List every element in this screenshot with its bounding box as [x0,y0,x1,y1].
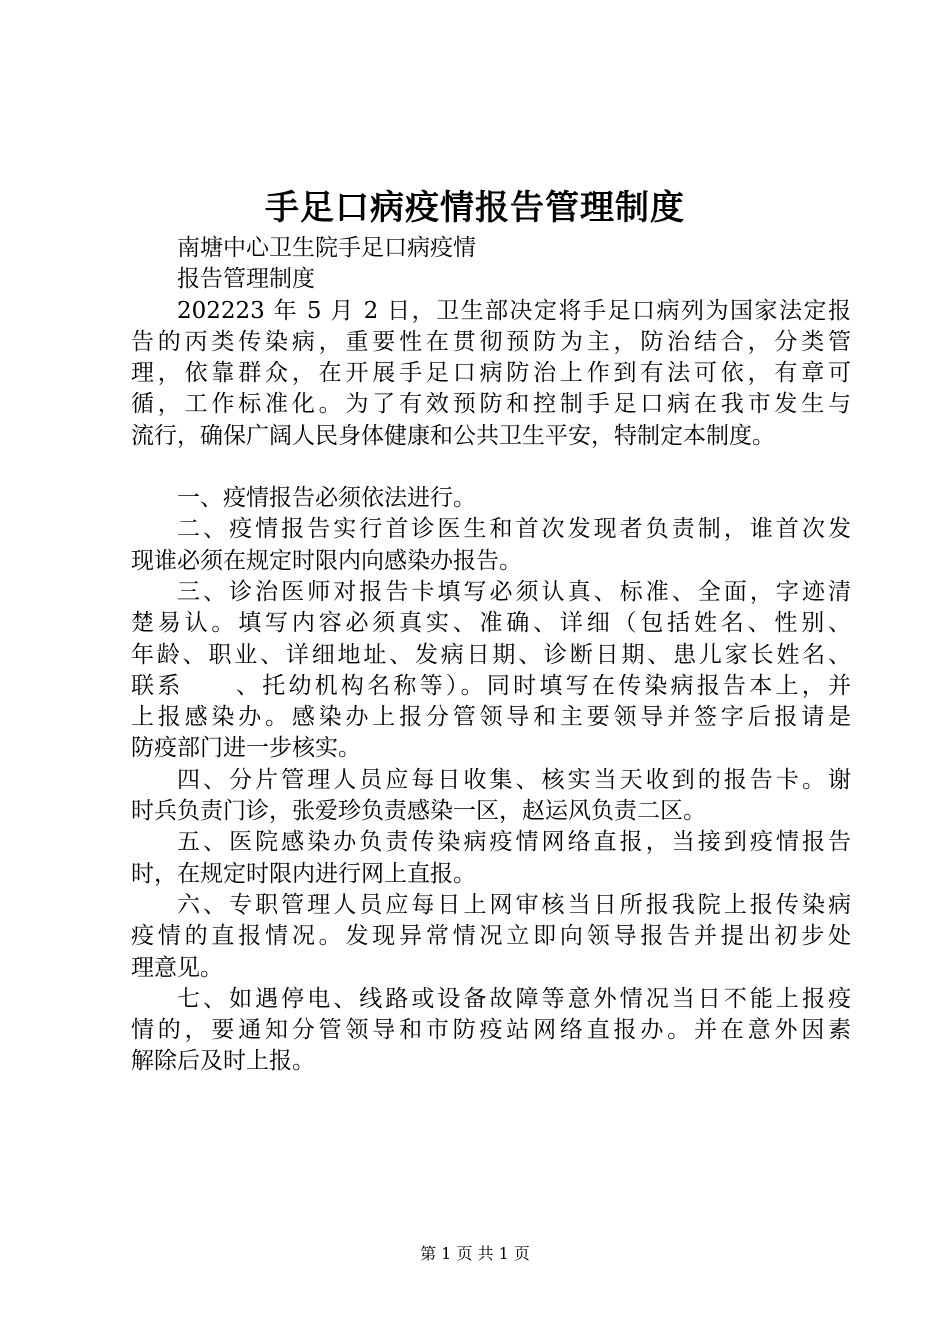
intro-line: 流行，确保广阔人民身体健康和公共卫生平安，特制定本制度。 [131,422,775,449]
intro-line: 理，依靠群众，在开展手足口病防治上作到有法可依，有章可 [131,360,851,387]
page-footer: 第 1 页 共 1 页 [420,1244,530,1263]
clause-6-line: 六、专职管理人员应每日上网审核当日所报我院上报传染病 [177,891,851,918]
clause-7-line: 七、如遇停电、线路或设备故障等意外情况当日不能上报疫 [177,985,851,1012]
clause-3-line: 上报感染办。感染办上报分管领导和主要领导并签字后报请是 [131,704,851,731]
clause-3-line: 楚易认。填写内容必须真实、准确、详细（包括姓名、性别、 [131,610,851,637]
paragraph-gap [131,452,851,483]
clause-3-line: 防疫部门进一步核实。 [131,735,361,762]
clause-3-line: 三、诊治医师对报告卡填写必须认真、标准、全面，字迹清 [177,578,851,605]
page-title: 手足口病疫情报告管理制度 [265,188,685,228]
intro-line: 202223 年 5 月 2 日，卫生部决定将手足口病列为国家法定报 [177,297,851,324]
clause-2-line: 二、疫情报告实行首诊医生和首次发现者负责制，谁首次发 [177,516,851,543]
clause-7-line: 情的，要通知分管领导和市防疫站网络直报办。并在意外因素 [131,1017,851,1044]
clause-4-line: 四、分片管理人员应每日收集、核实当天收到的报告卡。谢 [177,766,851,793]
clause-4-line: 时兵负责门诊，张爱珍负责感染一区，赵运风负责二区。 [131,798,706,825]
clause-2-line: 现谁必须在规定时限内向感染办报告。 [131,547,522,574]
clause-5-line: 五、医院感染办负责传染病疫情网络直报，当接到疫情报告 [177,829,851,856]
clause-6-line: 理意见。 [131,954,223,981]
intro-line: 告的丙类传染病，重要性在贯彻预防为主，防治结合，分类管 [131,328,851,355]
subtitle-line: 报告管理制度 [177,266,315,293]
clause-7-line: 解除后及时上报。 [131,1048,315,1075]
clause-6-line: 疫情的直报情况。发现异常情况立即向领导报告并提出初步处 [131,923,851,950]
document-body [131,233,851,1078]
clause-1-line: 一、疫情报告必须依法进行。 [177,485,476,512]
clause-3-line: 联系 、托幼机构名称等）。同时填写在传染病报告本上，并 [131,672,851,699]
intro-line: 循，工作标准化。为了有效预防和控制手足口病在我市发生与 [131,391,851,418]
subtitle-line: 南塘中心卫生院手足口病疫情 [177,235,476,261]
clause-5-line: 时，在规定时限内进行网上直报。 [131,860,476,887]
clause-3-line: 年龄、职业、详细地址、发病日期、诊断日期、患儿家长姓名、 [131,641,851,668]
